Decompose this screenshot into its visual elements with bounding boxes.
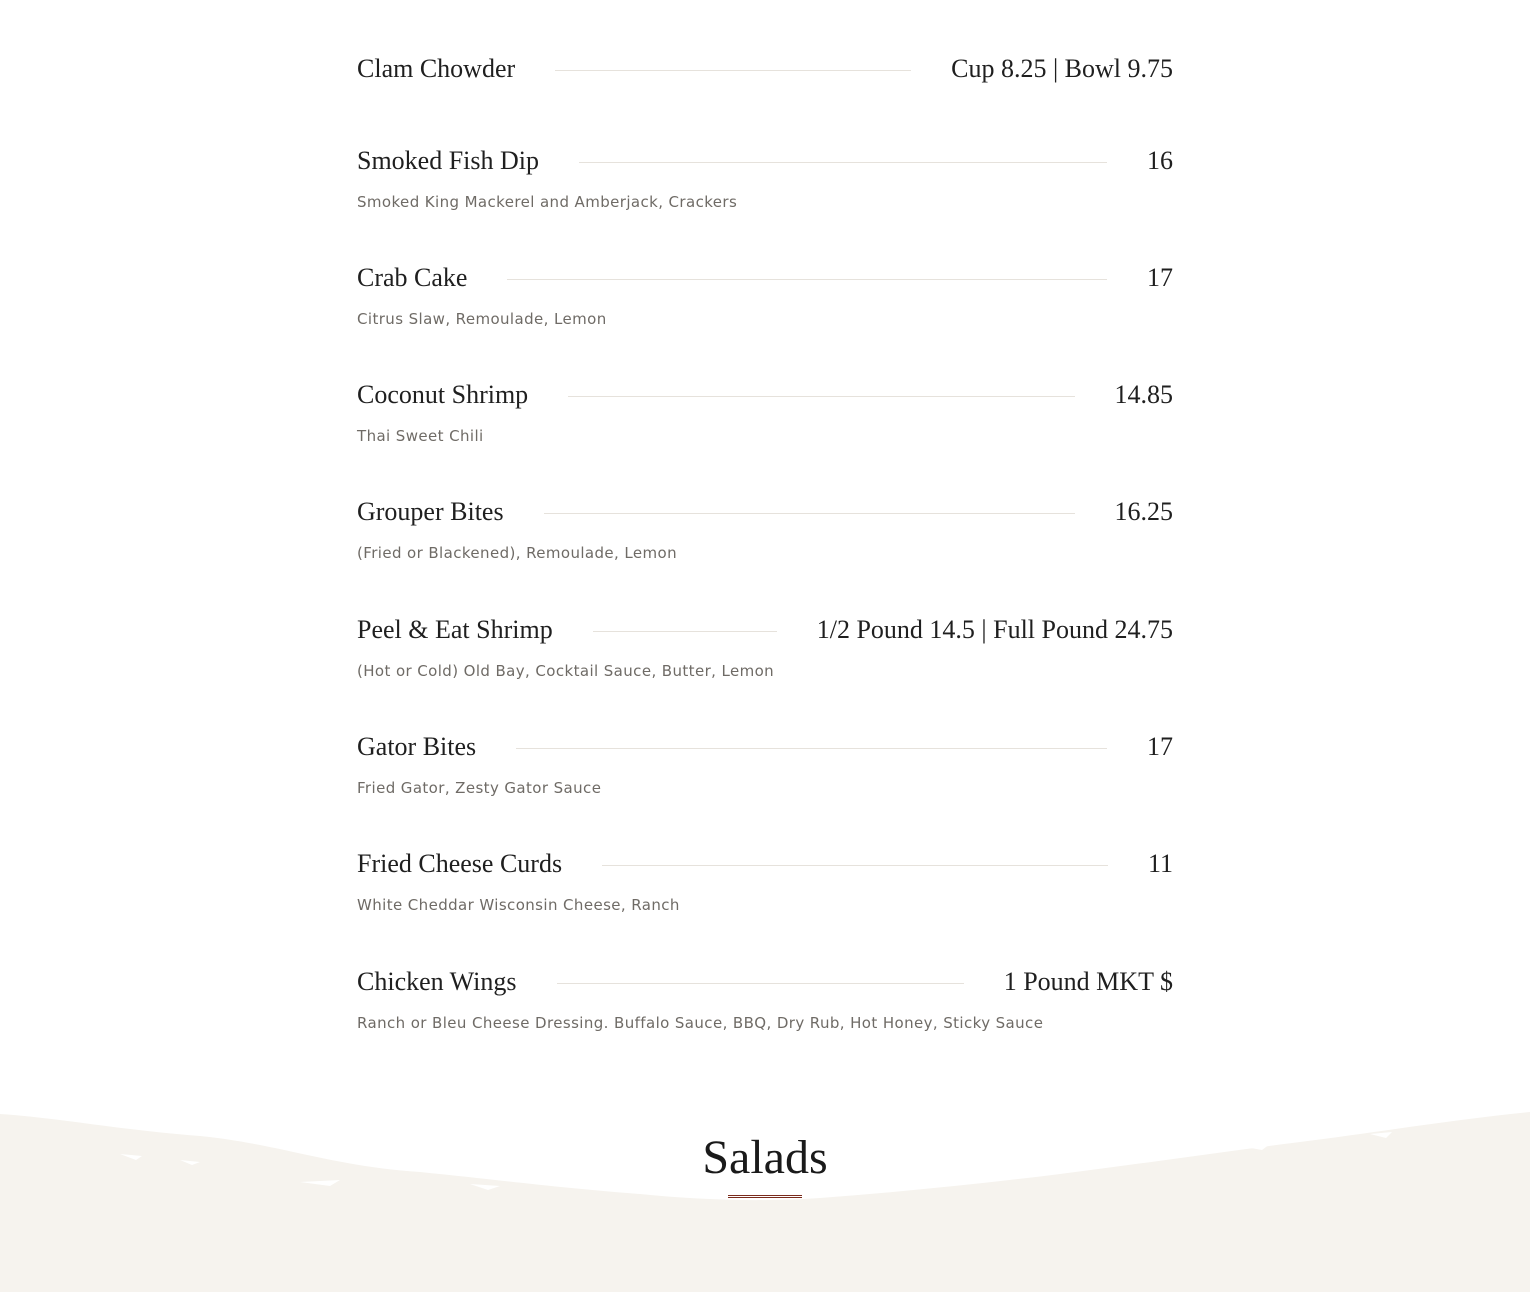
menu-item-name: Smoked Fish Dip bbox=[357, 146, 540, 175]
menu-item-price: 16.25 bbox=[1114, 497, 1173, 526]
menu-item-description: (Hot or Cold) Old Bay, Cocktail Sauce, Butter, Lemon bbox=[357, 662, 775, 680]
menu-item-price: 17 bbox=[1147, 732, 1173, 761]
dotted-leader-line bbox=[557, 983, 964, 984]
dotted-leader-line bbox=[568, 396, 1074, 397]
menu-item-gator-bites bbox=[357, 731, 1173, 798]
menu-item-header bbox=[357, 262, 1173, 294]
menu-item-price: 17 bbox=[1147, 263, 1173, 292]
dotted-leader-line bbox=[579, 162, 1107, 163]
menu-item-price: 11 bbox=[1147, 849, 1173, 878]
menu-item-header bbox=[357, 731, 1173, 763]
menu-item-name: Grouper Bites bbox=[357, 497, 504, 526]
menu-item-crab-cake bbox=[357, 262, 1173, 329]
menu-item-fried-cheese-curds bbox=[357, 848, 1173, 915]
menu-item-price: 16 bbox=[1147, 146, 1173, 175]
menu-item-description: Fried Gator, Zesty Gator Sauce bbox=[357, 779, 602, 797]
menu-item-name: Coconut Shrimp bbox=[357, 380, 529, 409]
dotted-leader-line bbox=[555, 70, 911, 71]
section-title-underline bbox=[728, 1195, 802, 1198]
menu-item-name: Crab Cake bbox=[357, 263, 468, 292]
menu-item-description: Thai Sweet Chili bbox=[357, 427, 484, 445]
menu-item-description: Ranch or Bleu Cheese Dressing. Buffalo Sauce, BBQ, Dry Rub, Hot Honey, Sticky Sauce bbox=[357, 1014, 1044, 1032]
menu-item-price: 1/2 Pound 14.5 | Full Pound 24.75 bbox=[816, 615, 1173, 644]
menu-item-smoked-fish-dip bbox=[357, 145, 1173, 212]
menu-item-header bbox=[357, 966, 1173, 998]
menu-item-header bbox=[357, 145, 1173, 177]
menu-item-grouper-bites bbox=[357, 496, 1173, 563]
menu-item-chicken-wings bbox=[357, 966, 1173, 1033]
dotted-leader-line bbox=[544, 513, 1075, 514]
menu-item-header bbox=[357, 53, 1173, 85]
menu-item-description: Citrus Slaw, Remoulade, Lemon bbox=[357, 310, 607, 328]
dotted-leader-line bbox=[507, 279, 1107, 280]
menu-item-peel-and-eat-shrimp bbox=[357, 614, 1173, 681]
menu-item-name: Clam Chowder bbox=[357, 54, 516, 83]
menu-item-price: 1 Pound MKT $ bbox=[1003, 967, 1173, 996]
menu-item-description: (Fried or Blackened), Remoulade, Lemon bbox=[357, 544, 678, 562]
menu-item-header bbox=[357, 848, 1173, 880]
menu-item-clam-chowder bbox=[357, 53, 1173, 85]
menu-item-name: Chicken Wings bbox=[357, 967, 517, 996]
menu-item-description: Smoked King Mackerel and Amberjack, Crackers bbox=[357, 193, 738, 211]
menu-item-name: Fried Cheese Curds bbox=[357, 849, 563, 878]
menu-item-header bbox=[357, 614, 1173, 646]
menu-item-name: Gator Bites bbox=[357, 732, 477, 761]
menu-item-name: Peel & Eat Shrimp bbox=[357, 615, 553, 644]
menu-item-price: Cup 8.25 | Bowl 9.75 bbox=[951, 54, 1173, 83]
dotted-leader-line bbox=[593, 631, 777, 632]
menu-item-price: 14.85 bbox=[1114, 380, 1173, 409]
section-title-salads: Salads bbox=[702, 1131, 828, 1184]
menu-item-header bbox=[357, 379, 1173, 411]
dotted-leader-line bbox=[602, 865, 1108, 866]
menu-item-header bbox=[357, 496, 1173, 528]
menu-item-coconut-shrimp bbox=[357, 379, 1173, 446]
dotted-leader-line bbox=[516, 748, 1107, 749]
menu-item-description: White Cheddar Wisconsin Cheese, Ranch bbox=[357, 896, 680, 914]
